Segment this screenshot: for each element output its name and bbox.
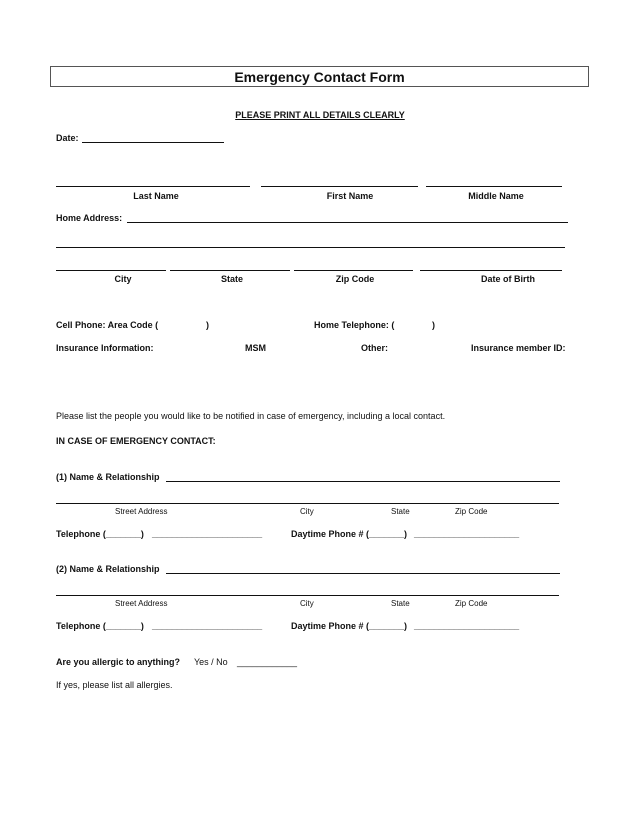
contact-1-telephone-label[interactable]: Telephone (_______) <box>56 529 144 539</box>
contact-1-address-field[interactable] <box>56 503 559 504</box>
date-label: Date: <box>56 133 79 143</box>
home-address-field-line-2[interactable] <box>56 247 565 248</box>
insurance-info-label: Insurance Information: <box>56 343 154 353</box>
contact-2-name-label: (2) Name & Relationship <box>56 564 160 574</box>
zip-label: Zip Code <box>335 274 375 284</box>
contact-1-daytime-field[interactable]: _____________________ <box>414 529 520 539</box>
contact-2-zip-label: Zip Code <box>455 599 488 608</box>
middle-name-label: Middle Name <box>468 191 524 201</box>
contact-1-daytime-label[interactable]: Daytime Phone # (_______) <box>291 529 408 539</box>
contact-1-name-label: (1) Name & Relationship <box>56 472 160 482</box>
contact-2-daytime-label[interactable]: Daytime Phone # (_______) <box>291 621 408 631</box>
allergy-followup: If yes, please list all allergies. <box>56 680 173 690</box>
contact-2-telephone-field[interactable]: ______________________ <box>152 621 263 631</box>
home-address-field[interactable] <box>127 222 568 223</box>
home-address-label: Home Address: <box>56 213 123 223</box>
allergy-yes-no[interactable]: Yes / No <box>194 657 228 667</box>
contact-2-state-label: State <box>391 599 410 608</box>
state-field[interactable] <box>170 270 290 271</box>
home-telephone-label: Home Telephone: ( <box>314 320 395 330</box>
insurance-member-id-label: Insurance member ID: <box>471 343 566 353</box>
contact-1-state-label: State <box>391 507 410 516</box>
contact-1-telephone-field[interactable]: ______________________ <box>152 529 263 539</box>
first-name-label: First Name <box>326 191 374 201</box>
contact-2-city-label: City <box>300 599 314 608</box>
form-subtitle: PLEASE PRINT ALL DETAILS CLEARLY <box>235 110 405 120</box>
contact-2-address-field[interactable] <box>56 595 559 596</box>
first-name-field[interactable] <box>261 186 418 187</box>
title-box <box>50 66 589 87</box>
cell-phone-label: Cell Phone: Area Code ( <box>56 320 159 330</box>
insurance-msm-option[interactable]: MSM <box>245 343 266 353</box>
date-field[interactable] <box>82 142 224 143</box>
state-label: State <box>220 274 243 284</box>
home-telephone-close-paren: ) <box>432 320 435 330</box>
middle-name-field[interactable] <box>426 186 562 187</box>
contact-2-name-field[interactable] <box>166 573 560 574</box>
contact-1-name-field[interactable] <box>166 481 560 482</box>
contact-2-telephone-label[interactable]: Telephone (_______) <box>56 621 144 631</box>
last-name-label: Last Name <box>133 191 179 201</box>
dob-field[interactable] <box>420 270 562 271</box>
contact-2-street-label: Street Address <box>115 599 168 608</box>
contact-2-daytime-field[interactable]: _____________________ <box>414 621 520 631</box>
city-label: City <box>114 274 132 284</box>
dob-label: Date of Birth <box>481 274 535 284</box>
cell-phone-close-paren: ) <box>206 320 209 330</box>
contact-1-street-label: Street Address <box>115 507 168 516</box>
form-title: Emergency Contact Form <box>234 69 405 85</box>
last-name-field[interactable] <box>56 186 250 187</box>
allergy-answer-field[interactable]: ____________ <box>237 657 298 667</box>
city-field[interactable] <box>56 270 166 271</box>
insurance-other-option[interactable]: Other: <box>361 343 388 353</box>
allergy-question: Are you allergic to anything? <box>56 657 181 667</box>
contact-1-zip-label: Zip Code <box>455 507 488 516</box>
emergency-heading: IN CASE OF EMERGENCY CONTACT: <box>56 436 216 446</box>
contact-1-city-label: City <box>300 507 314 516</box>
zip-field[interactable] <box>294 270 413 271</box>
instruction-text: Please list the people you would like to be notified in case of emergency, including a local contact. <box>56 411 446 421</box>
